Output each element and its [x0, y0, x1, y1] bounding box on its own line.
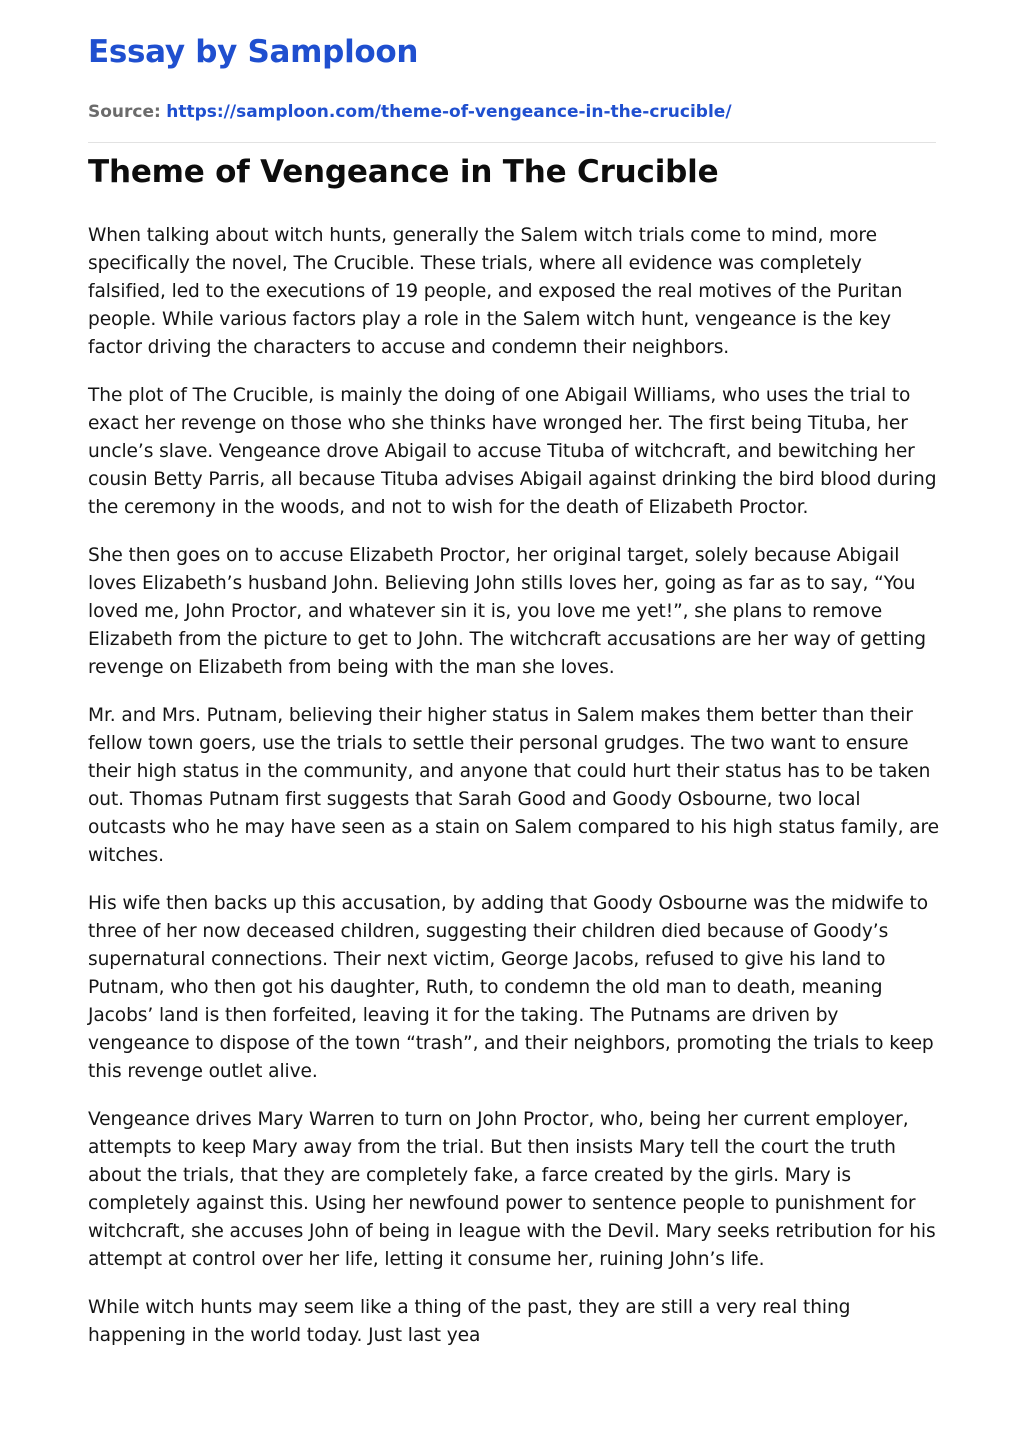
paragraph-6: Vengeance drives Mary Warren to turn on John Proctor, who, being her current employer, attempts to keep Mary away from the trial. But then insists Mary tell the court the truth about the trials, that they are completely fake, a farce created by the girls. Mary is completely against this. Using her newfound power to sentence people to punishment for witchcraft, she accuses John of being in league with the Devil. Mary seeks retribution for his attempt at control over her life, letting it consume her, ruining John’s life.	[88, 1109, 936, 1270]
source-link[interactable]: https://samploon.com/theme-of-vengeance-in-the-crucible/	[166, 102, 732, 122]
paragraph-5: His wife then backs up this accusation, by adding that Goody Osbourne was the midwife to three of her now deceased children, suggesting their children died because of Goody’s supernatural connections. Their next victim, George Jacobs, refused to give his land to Putnam, who then got his daughter, Ruth, to condemn the old man to death, meaning Jacobs’ land is then forfeited, leaving it for the taking. The Putnams are driven by vengeance to dispose of the town “trash”, and their neighbors, promoting the trials to keep this revenge outlet alive.	[88, 893, 934, 1082]
site-brand: Essay by Samploon	[88, 34, 419, 70]
essay-title: Theme of Vengeance in The Crucible	[88, 154, 719, 190]
essay-body	[88, 222, 940, 1370]
paragraph-1: When talking about witch hunts, generally the Salem witch trials come to mind, more specifically the novel, The Crucible. These trials, where all evidence was completely falsified, led to the executions of 19 people, and exposed the real motives of the Puritan people. While various factors play a role in the Salem witch hunt, vengeance is the key factor driving the characters to accuse and condemn their neighbors.	[88, 225, 903, 358]
source-line	[88, 102, 732, 122]
paragraph-7: While witch hunts may seem like a thing of the past, they are still a very real thing happening in the world today. Just last yea	[88, 1297, 851, 1346]
paragraph-2: The plot of The Crucible, is mainly the doing of one Abigail Williams, who uses the trial to exact her revenge on those who she thinks have wronged her. The first being Tituba, her uncle’s slave. Vengeance drove Abigail to accuse Tituba of witchcraft, and bewitching her cousin Betty Parris, all because Tituba advises Abigail against drinking the bird blood during the ceremony in the woods, and not to wish for the death of Elizabeth Proctor.	[88, 385, 937, 518]
paragraph-4: Mr. and Mrs. Putnam, believing their higher status in Salem makes them better than their fellow town goers, use the trials to settle their personal grudges. The two want to ensure their high status in the community, and anyone that could hurt their status has to be taken out. Thomas Putnam first suggests that Sarah Good and Goody Osbourne, two local outcasts who he may have seen as a stain on Salem compared to his high status family, are witches.	[88, 705, 939, 866]
source-label: Source:	[88, 102, 161, 122]
paragraph-3: She then goes on to accuse Elizabeth Proctor, her original target, solely because Abigail loves Elizabeth’s husband John. Believing John stills loves her, going as far as to say, “You loved me, John Proctor, and whatever sin it is, you love me yet!”, she plans to remove Elizabeth from the picture to get to John. The witchcraft accusations are her way of getting revenge on Elizabeth from being with the man she loves.	[88, 545, 927, 678]
header-divider	[88, 142, 936, 143]
